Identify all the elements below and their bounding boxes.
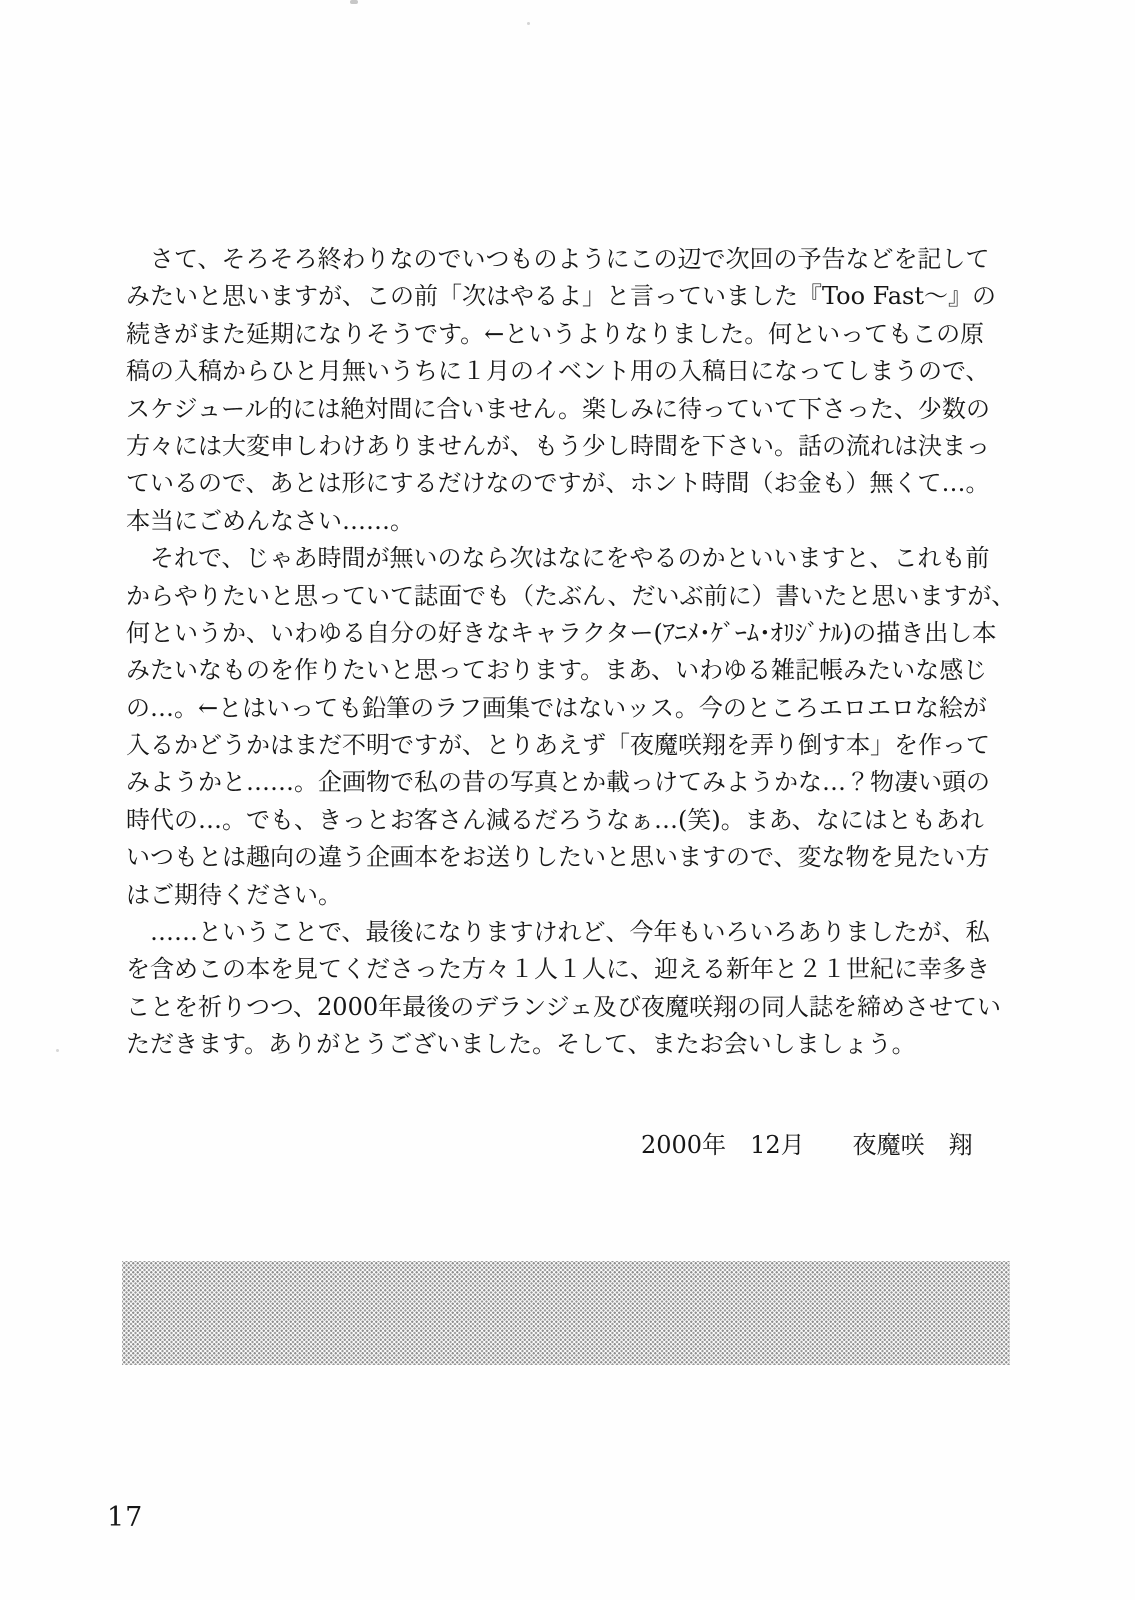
afterword-line: みようかと……。企画物で私の昔の写真とか載っけてみようかな…？物凄い頭の [126, 768, 990, 797]
afterword-line: 続きがまた延期になりそうです。←というよりなりました。何といってもこの原 [126, 319, 985, 348]
scan-speck [527, 22, 530, 25]
afterword-line: ことを祈りつつ、2000年最後のデランジェ及び夜魔咲翔の同人誌を締めさせてい [126, 992, 1002, 1021]
afterword-line: 時代の…。でも、きっとお客さん減るだろうなぁ…(笑)。まあ、なにはともあれ [126, 805, 984, 834]
afterword-line: ているので、あとは形にするだけなのですが、ホント時間（お金も）無くて…。 [126, 469, 990, 498]
afterword-line: はご期待ください。 [126, 880, 342, 909]
afterword-line: 稿の入稿からひと月無いうちに１月のイベント用の入稿日になってしまうので、 [126, 357, 990, 386]
afterword-line: さて、そろそろ終わりなのでいつものようにこの辺で次回の予告などを記して [150, 245, 990, 273]
afterword-line: を含めこの本を見てくださった方々１人１人に、迎える新年と２１世紀に幸多き [126, 955, 990, 984]
afterword-line: からやりたいと思っていて誌面でも（たぶん、だいぶ前に）書いたと思いますが、 [126, 581, 1016, 610]
afterword-text-block [126, 241, 1016, 1064]
halftone-pattern-block [122, 1261, 1010, 1365]
signature-line: 2000年 12月 夜魔咲 翔 [641, 1131, 973, 1159]
afterword-line: それで、じゃあ時間が無いのなら次はなにをやるのかといいますと、これも前 [150, 544, 990, 573]
afterword-line: 入るかどうかはまだ不明ですが、とりあえず「夜魔咲翔を弄り倒す本」を作って [126, 731, 990, 760]
scan-speck [350, 0, 358, 4]
afterword-line: スケジュール的には絶対間に合いません。楽しみに待っていて下さった、少数の [126, 394, 990, 423]
afterword-line: みたいなものを作りたいと思っております。まあ、いわゆる雑記帳みたいな感じ [126, 656, 988, 685]
afterword-line: の…。←とはいっても鉛筆のラフ画集ではないッス。今のところエロエロな絵が [126, 693, 987, 722]
afterword-line: いつもとは趣向の違う企画本をお送りしたいと思いますので、変な物を見たい方 [126, 843, 990, 872]
page-number: 17 [107, 1502, 144, 1533]
afterword-line: ただきます。ありがとうございました。そして、またお会いしましょう。 [126, 1030, 916, 1059]
afterword-line: 方々には大変申しわけありませんが、もう少し時間を下さい。話の流れは決まっ [126, 431, 990, 460]
afterword-line: みたいと思いますが、この前「次はやるよ」と言っていました『Too Fast～』の [126, 282, 996, 311]
afterword-line: 本当にごめんなさい……。 [126, 506, 414, 535]
scan-speck [56, 1049, 59, 1052]
afterword-line: ……ということで、最後になりますけれど、今年もいろいろありましたが、私 [150, 918, 990, 947]
afterword-line: 何というか、いわゆる自分の好きなキャラクター(ｱﾆﾒ･ｹﾞｰﾑ･ｵﾘｼﾞﾅﾙ)の描き出し本 [126, 618, 997, 647]
